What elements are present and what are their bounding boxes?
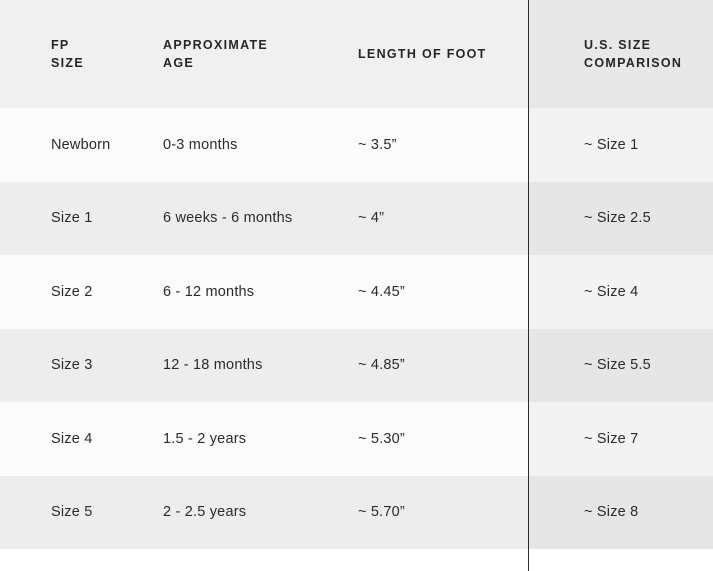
cell-fp-size [0,255,113,329]
cell-approximate-age-value: 2 - 2.5 years [163,504,247,521]
cell-length-of-foot [308,255,528,329]
cell-fp-size-value: Size 3 [51,357,93,374]
column-header-us-size-comparison [528,0,713,108]
cell-approximate-age-value: 12 - 18 months [163,357,263,374]
cell-fp-size-value: Size 1 [51,210,93,227]
column-divider-line [528,0,529,571]
cell-fp-size [0,182,113,256]
cell-length-of-foot-value: ~ 5.30” [358,430,405,447]
cell-us-size-comparison [528,402,713,476]
cell-approximate-age [113,476,308,550]
cell-length-of-foot-value: ~ 4.45” [358,283,405,300]
cell-approximate-age-value: 0-3 months [163,136,238,153]
cell-us-size-comparison-value: ~ Size 8 [584,504,639,521]
column-header-us-size-comparison-label: U.S. SIZE COMPARISON [584,37,683,70]
table-row [0,402,713,476]
cell-fp-size-value: Size 2 [51,283,93,300]
cell-length-of-foot-value: ~ 4” [358,210,385,227]
cell-us-size-comparison-value: ~ Size 7 [584,430,639,447]
table-row [0,476,713,550]
cell-approximate-age [113,255,308,329]
cell-length-of-foot-value: ~ 4.85” [358,357,405,374]
cell-approximate-age-value: 1.5 - 2 years [163,430,247,447]
cell-length-of-foot [308,476,528,550]
cell-length-of-foot [308,402,528,476]
cell-approximate-age [113,402,308,476]
cell-approximate-age [113,329,308,403]
cell-fp-size [0,402,113,476]
cell-length-of-foot [308,108,528,182]
column-header-approximate-age-label: APPROXIMATE AGE [163,37,269,70]
cell-us-size-comparison-value: ~ Size 1 [584,136,639,153]
table-row [0,329,713,403]
cell-us-size-comparison [528,108,713,182]
cell-us-size-comparison-value: ~ Size 5.5 [584,357,651,374]
cell-us-size-comparison [528,329,713,403]
cell-fp-size-value: Size 4 [51,430,93,447]
table-row [0,255,713,329]
cell-us-size-comparison-value: ~ Size 2.5 [584,210,651,227]
cell-fp-size-value: Size 5 [51,504,93,521]
cell-fp-size [0,329,113,403]
column-header-fp-size-label: FP SIZE [51,37,84,70]
cell-length-of-foot [308,329,528,403]
column-header-length-of-foot [308,0,528,108]
column-header-length-of-foot-label: LENGTH OF FOOT [358,46,487,61]
cell-approximate-age-value: 6 - 12 months [163,283,255,300]
column-header-fp-size [0,0,113,108]
cell-fp-size [0,476,113,550]
cell-length-of-foot-value: ~ 3.5” [358,136,397,153]
cell-length-of-foot-value: ~ 5.70” [358,504,405,521]
cell-length-of-foot [308,182,528,256]
cell-us-size-comparison-value: ~ Size 4 [584,283,639,300]
cell-us-size-comparison [528,255,713,329]
cell-fp-size-value: Newborn [51,136,111,153]
cell-fp-size [0,108,113,182]
cell-approximate-age [113,108,308,182]
table-row [0,108,713,182]
table-row [0,182,713,256]
column-header-approximate-age [113,0,308,108]
cell-us-size-comparison [528,182,713,256]
cell-approximate-age-value: 6 weeks - 6 months [163,210,293,227]
cell-us-size-comparison [528,476,713,550]
table-header-row [0,0,713,108]
cell-approximate-age [113,182,308,256]
